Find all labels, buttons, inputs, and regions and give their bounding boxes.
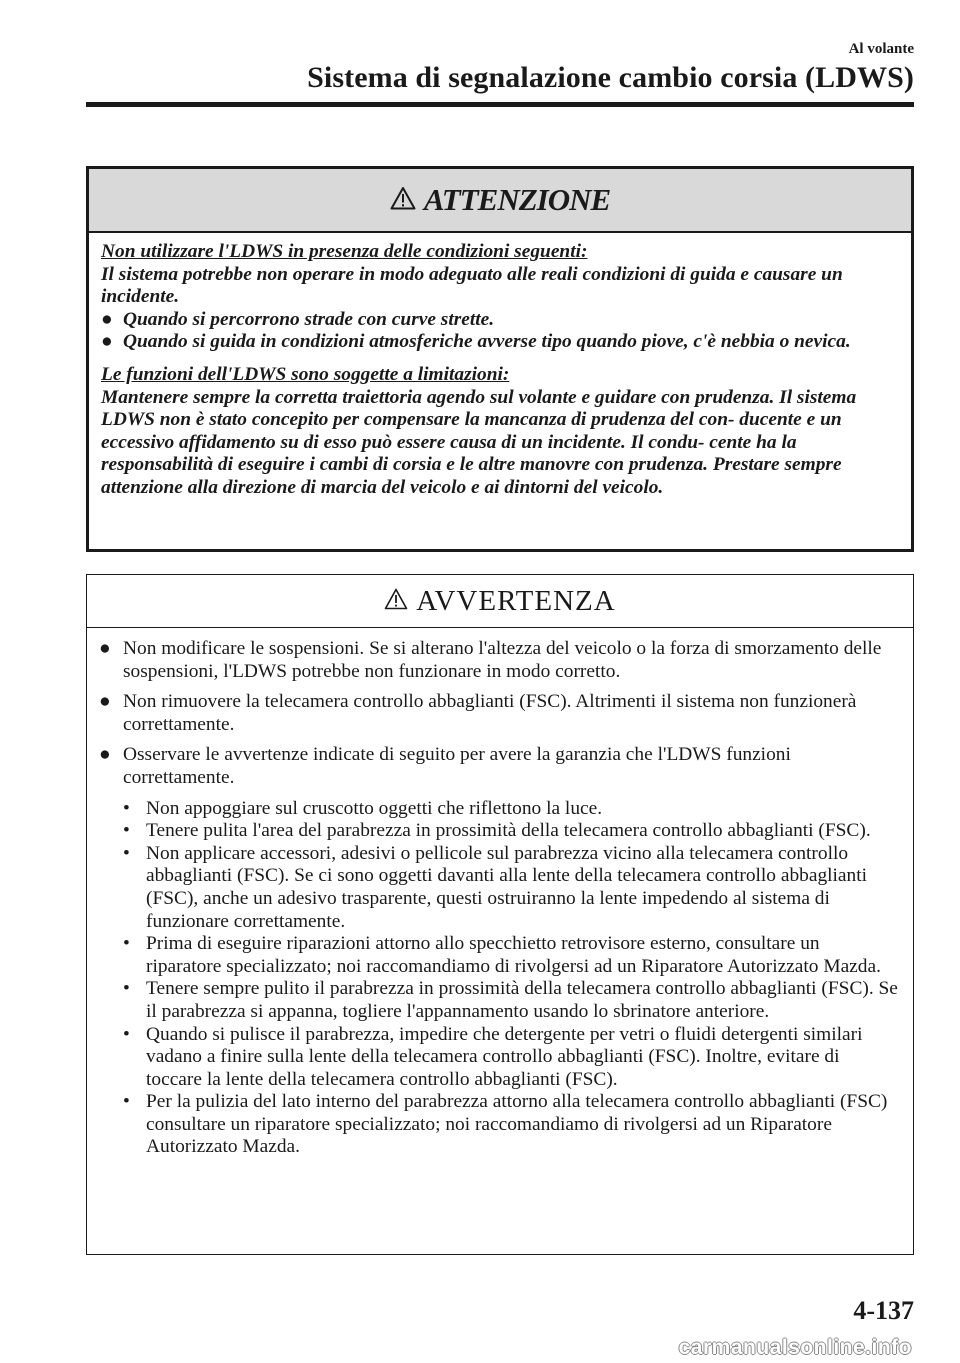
list-item	[123, 933, 899, 978]
caution-body	[89, 233, 911, 500]
bullet-icon: ●	[99, 638, 111, 659]
page-number: 4-137	[853, 1296, 914, 1325]
caution-bullet-text: Quando si percorrono strade con curve strette.	[123, 308, 495, 330]
bullet-icon: ●	[101, 331, 113, 353]
sub-bullet-icon: •	[123, 933, 130, 955]
warning-sub-bullet-text: Quando si pulisce il parabrezza, impedire che detergente per vetri o fluidi detergenti similari vadano a finire sulla lente della telecamera controllo abbaglianti (FSC). Inoltre, evitare di toccare la lente della telecamera controllo abbaglianti (FSC).	[146, 1023, 863, 1090]
caution-heading-conditions: Non utilizzare l'LDWS in presenza delle condizioni seguenti:	[101, 241, 588, 262]
warning-sub-bullet-text: Prima di eseguire riparazioni attorno allo specchietto retrovisore esterno, consultare un riparatore specializzato; noi raccomandiamo di rivolgersi ad un Riparatore Autorizzato Mazda.	[146, 933, 881, 977]
caution-heading-limitations: Le funzioni dell'LDWS sono soggette a limitazioni:	[101, 363, 510, 385]
warning-sub-bullet-text: Non applicare accessori, adesivi o pellicole sul parabrezza vicino alla telecamera controllo abbaglianti (FSC). Se ci sono oggetti davanti alla lente della telecamera controllo abbaglianti (FSC), anche un adesivo trasparente, questi ostruiranno la lente impedendo al sistema di funzionare correttamente.	[146, 842, 867, 932]
caution-text-limitations: Mantenere sempre la corretta traiettoria agendo sul volante e guidare con prudenza. Il sistema LDWS non è stato concepito per compensare la mancanza di prudenza del con- ducente e un eccessivo affidamento su di esso può essere causa di un incidente. Il condu- cente ha la responsabilità di eseguire i cambi di corsia e le altre manovre con prudenza. Prestare sempre attenzione alla direzione di marcia del veicolo e ai dintorni del veicolo.	[101, 386, 857, 498]
sub-bullet-icon: •	[123, 978, 130, 1000]
bullet-icon: ●	[101, 308, 113, 330]
list-item	[99, 691, 899, 736]
caution-box	[86, 166, 914, 552]
list-item	[101, 331, 897, 354]
bullet-icon: ●	[99, 691, 111, 713]
list-item	[123, 1024, 899, 1092]
list-item	[123, 843, 899, 933]
page-title: Sistema di segnalazione cambio corsia (LDWS)	[307, 61, 914, 94]
header-rule	[86, 102, 914, 107]
section-label: Al volante	[848, 41, 914, 57]
warning-title: AVVERTENZA	[416, 584, 616, 617]
sub-bullet-icon: •	[123, 820, 130, 842]
list-item	[123, 978, 899, 1023]
warning-bullet-text: Osservare le avvertenze indicate di seguito per avere la garanzia che l'LDWS funzioni correttamente.	[123, 744, 791, 788]
list-item	[123, 798, 899, 821]
list-item	[99, 638, 899, 683]
sub-bullet-icon: •	[123, 797, 130, 819]
warning-body	[87, 628, 913, 1159]
warning-sub-list	[123, 798, 899, 1160]
caution-header	[89, 169, 911, 233]
warning-sub-bullet-text: Per la pulizia del lato interno del parabrezza attorno alla telecamera controllo abbaglianti (FSC) consultare un riparatore specializzato; noi raccomandiamo di rivolgersi ad un Riparatore Autorizzato Mazda.	[146, 1091, 888, 1158]
list-item	[123, 820, 899, 843]
caution-title: ATTENZIONE	[423, 182, 611, 217]
sub-bullet-icon: •	[123, 1023, 130, 1045]
warning-sub-bullet-text: Non appoggiare sul cruscotto oggetti che riflettono la luce.	[146, 797, 603, 819]
page-header	[86, 40, 914, 107]
list-item	[123, 1091, 899, 1159]
caution-text-conditions: Il sistema potrebbe non operare in modo adeguato alle reali condizioni di guida e causare un incidente.	[101, 263, 843, 308]
warning-sub-bullet-text: Tenere sempre pulito il parabrezza in prossimità della telecamera controllo abbaglianti (FSC). Se il parabrezza si appanna, togliere l'appannamento usando lo sbrinatore anteriore.	[146, 978, 898, 1022]
warning-triangle-icon	[390, 186, 416, 215]
warning-box	[86, 574, 914, 1255]
warning-header	[87, 575, 913, 628]
list-item	[99, 744, 899, 789]
watermark: carmanualsonline.info	[678, 1336, 912, 1359]
caution-bullet-text: Quando si guida in condizioni atmosferiche avverse tipo quando piove, c'è nebbia o nevica.	[123, 331, 851, 353]
warning-bullet-text: Non rimuovere la telecamera controllo abbaglianti (FSC). Altrimenti il sistema non funzionerà correttamente.	[123, 691, 857, 735]
bullet-icon: ●	[99, 744, 111, 766]
warning-bullet-text: Non modificare le sospensioni. Se si alterano l'altezza del veicolo o la forza di smorzamento delle sospensioni, l'LDWS potrebbe non funzionare in modo corretto.	[123, 638, 882, 682]
warning-triangle-icon	[384, 588, 408, 615]
list-item	[101, 309, 897, 332]
warning-sub-bullet-text: Tenere pulita l'area del parabrezza in prossimità della telecamera controllo abbaglianti (FSC).	[146, 820, 871, 842]
sub-bullet-icon: •	[123, 1091, 130, 1113]
sub-bullet-icon: •	[123, 842, 130, 864]
